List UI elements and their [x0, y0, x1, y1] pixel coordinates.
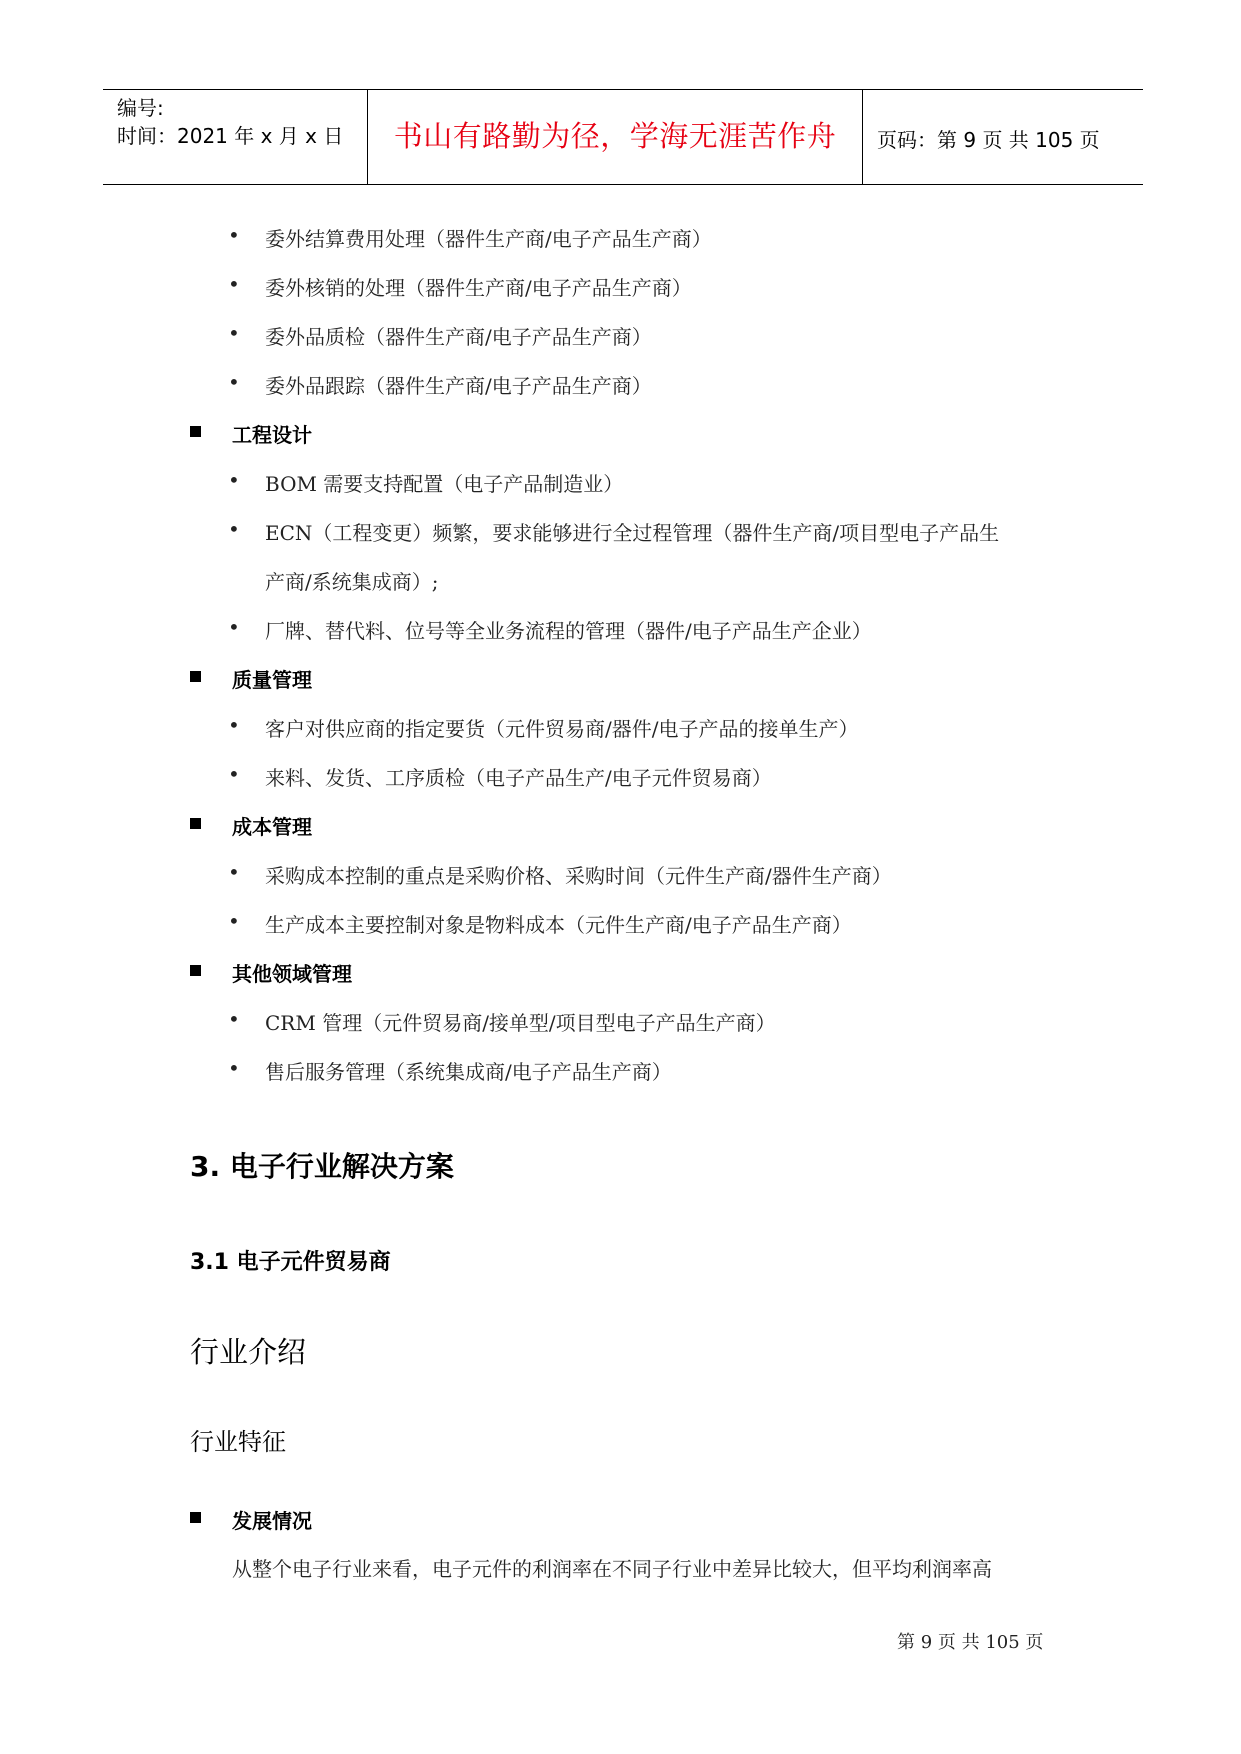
bullet-dot-icon: •	[228, 615, 240, 639]
bullet-dot-icon: •	[228, 272, 240, 296]
subsection-heading: 行业介绍	[190, 1335, 307, 1369]
header-page-info: 页码：第 9 页 共 105 页	[877, 128, 1100, 152]
bullet-dot-icon: •	[228, 370, 240, 394]
square-bullet-icon	[190, 818, 201, 829]
bullet-dot-icon: •	[228, 909, 240, 933]
date-line: 时间：2021 年 x 月 x 日	[117, 124, 344, 148]
chapter-heading: 3. 电子行业解决方案	[190, 1150, 454, 1183]
document-header	[103, 89, 1143, 185]
bullet-dot-icon: •	[228, 860, 240, 884]
bullet-dot-icon: •	[228, 1056, 240, 1080]
body-paragraph: 从整个电子行业来看，电子元件的利润率在不同子行业中差异比较大，但平均利润率高	[232, 1557, 992, 1581]
square-bullet-icon	[190, 426, 201, 437]
bullet-dot-icon: •	[228, 517, 240, 541]
header-motto-cell	[368, 90, 863, 184]
bullet-dot-icon: •	[228, 713, 240, 737]
bullet-dot-icon: •	[228, 1007, 240, 1031]
serial-label: 编号:	[117, 96, 164, 120]
subsubsection-heading: 行业特征	[190, 1428, 286, 1456]
motto-text: 书山有路勤为径，学海无涯苦作舟	[393, 119, 837, 153]
bullet-dot-icon: •	[228, 468, 240, 492]
bullet-dot-icon: •	[228, 223, 240, 247]
bullet-dot-icon: •	[228, 762, 240, 786]
section-heading-3-1: 3.1 电子元件贸易商	[190, 1250, 391, 1275]
bullet-dot-icon: •	[228, 321, 240, 345]
square-bullet-icon	[190, 1512, 201, 1523]
header-left-cell	[103, 90, 368, 184]
page-footer: 第 9 页 共 105 页	[897, 1632, 1044, 1653]
square-bullet-icon	[190, 965, 201, 976]
header-page-cell	[863, 90, 1143, 184]
square-bullet-icon	[190, 671, 201, 682]
